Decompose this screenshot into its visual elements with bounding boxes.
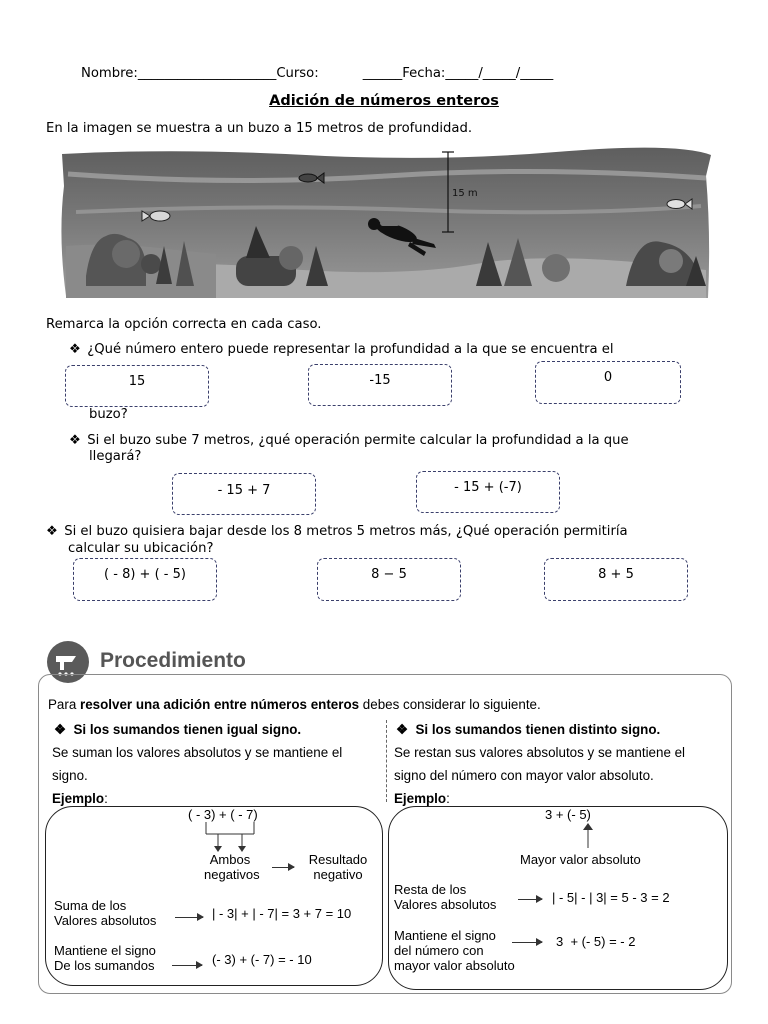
keep-sign-major-expr: 3 + (- 5) = - 2	[556, 934, 636, 949]
keep-sign-expr: (- 3) + (- 7) = - 10	[212, 952, 312, 967]
arrow-icon	[272, 867, 294, 868]
left-rule-line2: signo.	[52, 768, 88, 783]
question-1: ❖ ¿Qué número entero puede representar la profundidad a la que se encuentra el	[69, 342, 614, 357]
arrow-icon	[512, 942, 542, 943]
option-8-plus-5[interactable]: 8 + 5	[544, 558, 688, 601]
procedure-heading: Procedimiento	[100, 649, 246, 672]
procedure-intro: Para resolver una adición entre números enteros debes considerar lo siguiente.	[48, 697, 541, 712]
question-2-cont: llegará?	[89, 449, 142, 464]
fecha-label: Fecha:	[402, 66, 446, 81]
question-2: ❖ Si el buzo sube 7 metros, ¿qué operación permite calcular la profundidad a la que	[69, 433, 629, 448]
option-15[interactable]: 15	[65, 365, 209, 407]
intro-text: En la imagen se muestra a un buzo a 15 metros de profundidad.	[46, 121, 473, 136]
fecha-field[interactable]: _____/_____/_____	[445, 66, 554, 81]
page-title: Adición de números enteros	[269, 93, 499, 109]
diamond-bullet-icon: ❖	[396, 722, 409, 737]
depth-label: 15 m	[452, 188, 478, 199]
diamond-bullet-icon: ❖	[69, 433, 81, 448]
column-divider	[386, 720, 387, 802]
right-rule-line1: Se restan sus valores absolutos y se mantiene el	[394, 745, 686, 760]
header-line	[81, 66, 553, 81]
option-minus8-plus-minus5[interactable]: ( - 8) + ( - 5)	[73, 558, 217, 601]
keep-sign-major-label: Mantiene el signo del número con mayor valor absoluto	[394, 928, 515, 973]
right-example-label: Ejemplo:	[394, 791, 450, 806]
diamond-bullet-icon: ❖	[54, 722, 67, 737]
diamond-bullet-icon: ❖	[69, 342, 81, 357]
question-1-cont: buzo?	[89, 407, 128, 422]
arrow-icon	[175, 917, 203, 918]
right-expr: 3 + (- 5)	[545, 807, 591, 822]
nombre-field[interactable]: _____________________	[137, 66, 277, 81]
result-negative-label: Resultado negativo	[308, 852, 368, 882]
left-rule-title: ❖ Si los sumandos tienen igual signo.	[54, 722, 302, 737]
option-minus15-plus7[interactable]: - 15 + 7	[172, 473, 316, 515]
sum-abs-label: Suma de los Valores absolutos	[54, 898, 157, 928]
curso-field[interactable]: ______	[362, 66, 403, 81]
keep-sign-label: Mantiene el signo De los sumandos	[54, 943, 156, 973]
nombre-label: Nombre:	[81, 66, 138, 81]
up-arrow-icon	[578, 822, 598, 848]
bracket-arrows-icon	[196, 822, 266, 854]
right-rule-title: ❖ Si los sumandos tienen distinto signo.	[396, 722, 661, 737]
diamond-bullet-icon: ❖	[46, 524, 58, 539]
mayor-abs-label: Mayor valor absoluto	[520, 852, 641, 867]
curso-label: Curso:	[276, 66, 319, 81]
option-minus-15[interactable]: -15	[308, 364, 452, 406]
left-example-label: Ejemplo:	[52, 791, 108, 806]
diver-illustration	[56, 146, 716, 302]
rest-abs-label: Resta de los Valores absolutos	[394, 882, 497, 912]
option-0[interactable]: 0	[535, 361, 681, 404]
instruction-text: Remarca la opción correcta en cada caso.	[46, 317, 322, 332]
both-negative-label: Ambos negativos	[204, 852, 260, 882]
left-rule-line1: Se suman los valores absolutos y se mantiene el	[52, 745, 343, 760]
question-3: ❖ Si el buzo quisiera bajar desde los 8 metros 5 metros más, ¿Qué operación permitiría	[46, 524, 628, 539]
arrow-icon	[518, 899, 542, 900]
option-minus15-plus-minus7[interactable]: - 15 + (-7)	[416, 471, 560, 513]
question-3-cont: calcular su ubicación?	[68, 541, 214, 556]
right-rule-line2: signo del número con mayor valor absoluto.	[394, 768, 654, 783]
option-8-minus-5[interactable]: 8 − 5	[317, 558, 461, 601]
arrow-icon	[172, 965, 202, 966]
sum-abs-expr: | - 3| + | - 7| = 3 + 7 = 10	[212, 906, 352, 921]
left-expr: ( - 3) + ( - 7)	[188, 807, 258, 822]
rest-abs-expr: | - 5| - | 3| = 5 - 3 = 2	[552, 890, 670, 905]
